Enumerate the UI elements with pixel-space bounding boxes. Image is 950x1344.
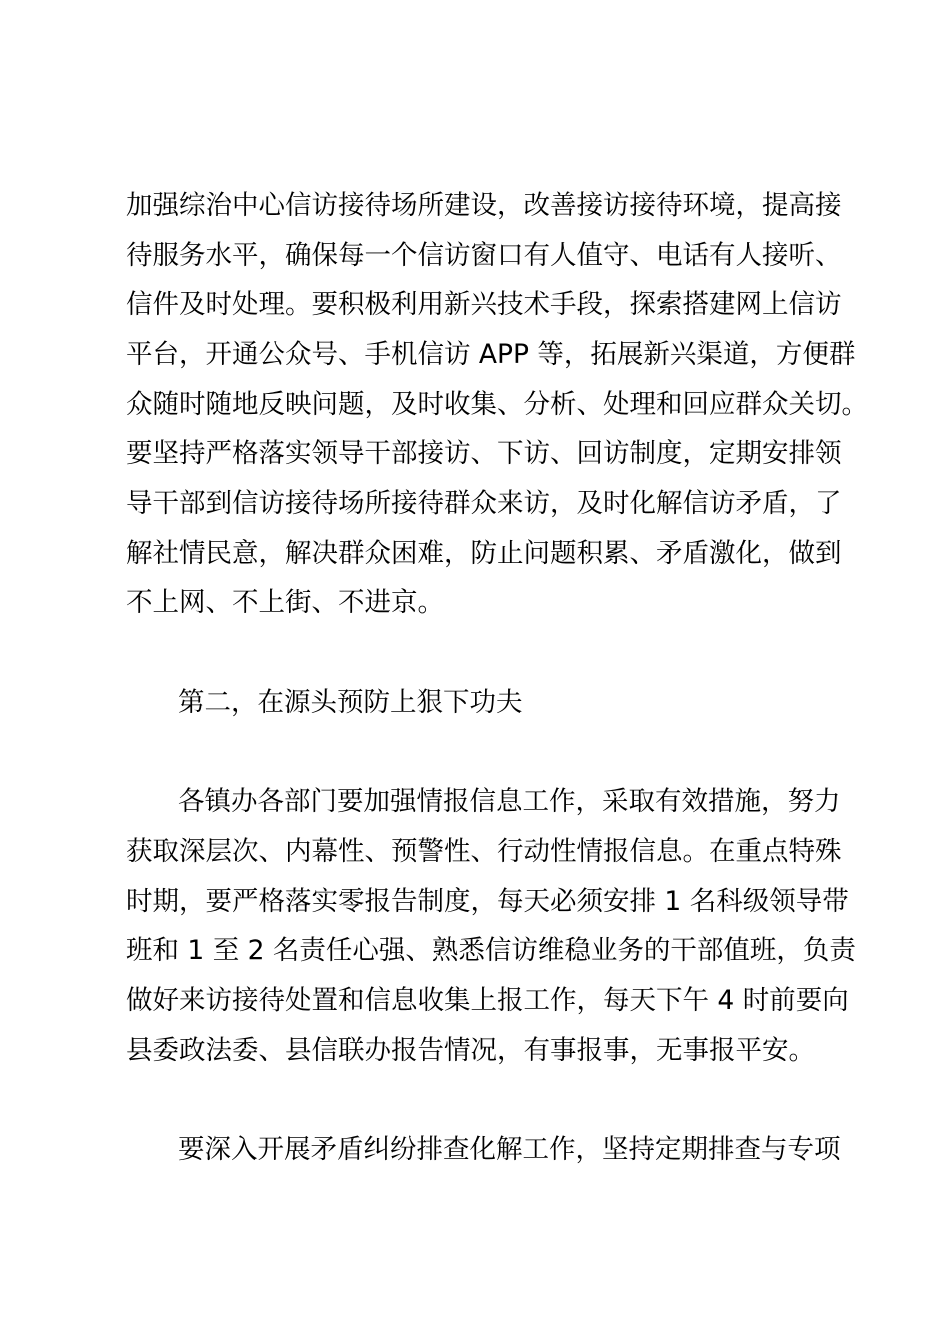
text-line: 众随时随地反映问题，及时收集、分析、处理和回应群众关切。 [126,389,868,420]
text-line: 获取深层次、内幕性、预警性、行动性情报信息。在重点特殊 [126,836,842,867]
text-line: 解社情民意，解决群众困难，防止问题积累、矛盾激化，做到 [126,538,842,569]
text-line: 班和 1 至 2 名责任心强、熟悉信访维稳业务的干部值班，负责 [126,935,856,966]
section-heading: 第二，在源头预防上狠下功夫 [178,687,523,718]
text-line: 信件及时处理。要积极利用新兴技术手段，探索搭建网上信访 [126,289,842,320]
text-line: 加强综治中心信访接待场所建设，改善接访接待环境，提高接 [126,190,842,221]
text-line: 导干部到信访接待场所接待群众来访，及时化解信访矛盾，了 [126,488,842,519]
text-line: 不上网、不上街、不进京。 [126,587,444,618]
text-line: 要坚持严格落实领导干部接访、下访、回访制度，定期安排领 [126,438,842,469]
text-line: 县委政法委、县信联办报告情况，有事报事，无事报平安。 [126,1035,815,1066]
text-line: 待服务水平，确保每一个信访窗口有人值守、电话有人接听、 [126,240,842,271]
text-line: 各镇办各部门要加强情报信息工作，采取有效措施，努力 [178,786,841,817]
text-line: 时期，要严格落实零报告制度，每天必须安排 1 名科级领导带 [126,886,849,917]
text-line: 要深入开展矛盾纠纷排查化解工作，坚持定期排查与专项 [178,1134,841,1165]
text-line: 做好来访接待处置和信息收集上报工作，每天下午 4 时前要向 [126,985,849,1016]
text-line: 平台，开通公众号、手机信访 APP 等，拓展新兴渠道，方便群 [126,339,856,370]
